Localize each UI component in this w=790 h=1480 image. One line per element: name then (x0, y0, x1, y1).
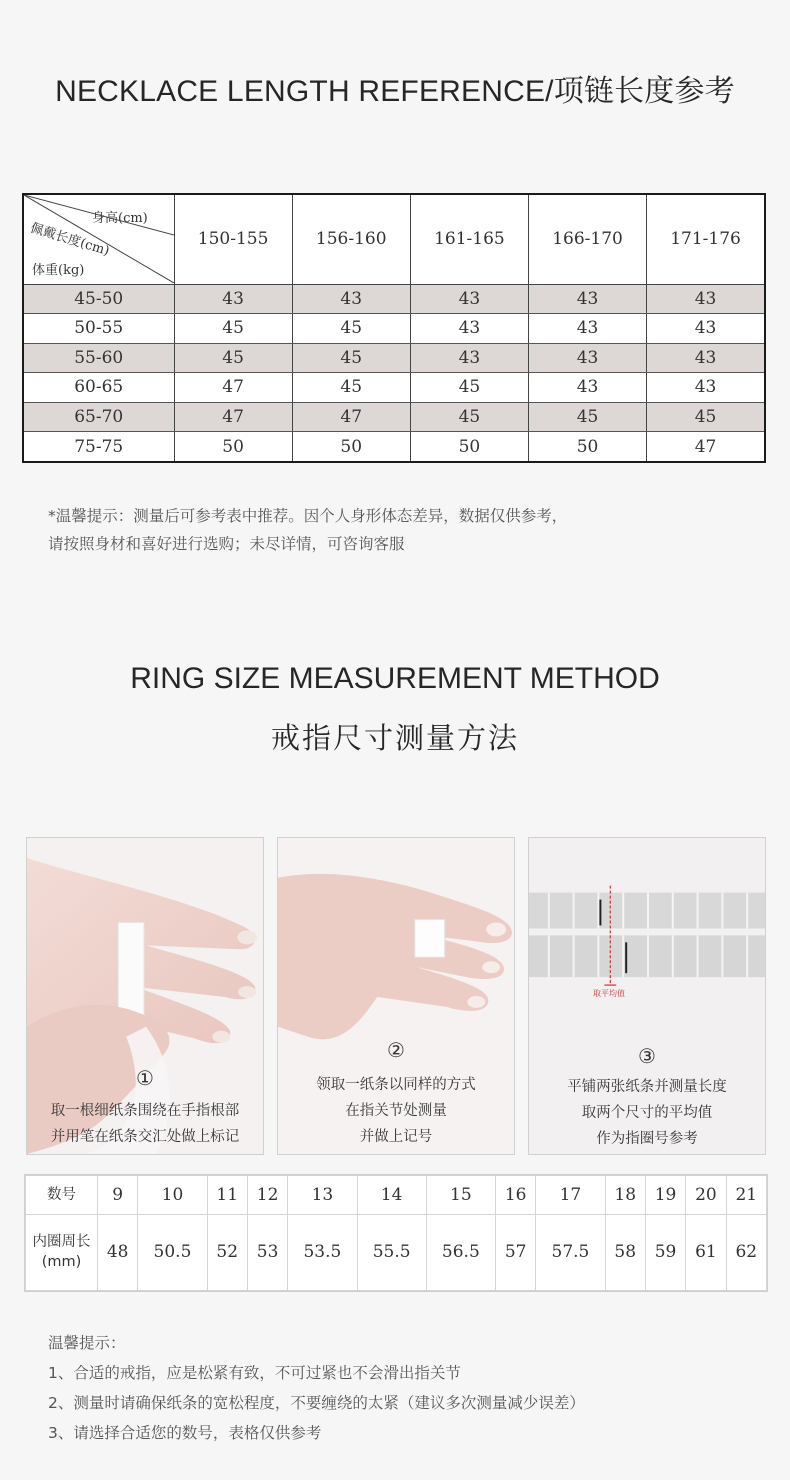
circumference-cell: 55.5 (357, 1214, 426, 1290)
size-label-cell: 数号 (26, 1176, 98, 1215)
step-number: ① (136, 1066, 154, 1090)
size-cell: 13 (288, 1176, 357, 1215)
size-cell: 18 (605, 1176, 645, 1215)
circumference-label-cell (26, 1214, 98, 1290)
weight-cell: 65-70 (24, 402, 174, 431)
size-cell: 20 (686, 1176, 726, 1215)
necklace-note (48, 502, 768, 558)
length-cell: 45 (292, 373, 410, 402)
length-cell: 43 (528, 343, 646, 372)
length-cell: 43 (292, 284, 410, 313)
size-cell: 15 (426, 1176, 495, 1215)
necklace-title: NECKLACE LENGTH REFERENCE/项链长度参考 (55, 75, 735, 108)
size-row (26, 1176, 767, 1215)
step-line: 作为指圈号参考 (596, 1131, 698, 1147)
length-cell: 43 (528, 373, 646, 402)
table-row (24, 284, 764, 313)
length-cell: 45 (174, 343, 292, 372)
step-line: 并做上记号 (359, 1129, 433, 1145)
height-column-header: 156-160 (292, 195, 410, 284)
step-line: 在指关节处测量 (345, 1103, 447, 1119)
length-cell: 43 (647, 314, 764, 343)
height-column-header: 166-170 (528, 195, 646, 284)
weight-cell: 55-60 (24, 343, 174, 372)
weight-label: 体重(kg) (32, 263, 85, 278)
table-row (24, 373, 764, 402)
circumference-cell: 53.5 (288, 1214, 357, 1290)
length-cell: 50 (410, 432, 528, 461)
ring-tips (48, 1328, 778, 1448)
size-cell: 16 (495, 1176, 535, 1215)
ring-step-panel-3 (528, 837, 766, 1155)
length-cell: 43 (647, 284, 764, 313)
length-cell: 45 (410, 402, 528, 431)
size-cell: 12 (247, 1176, 287, 1215)
circumference-unit: (mm) (41, 1254, 82, 1271)
length-cell: 50 (528, 432, 646, 461)
step-description (27, 1098, 263, 1150)
length-cell: 45 (528, 402, 646, 431)
height-column-header: 171-176 (647, 195, 764, 284)
size-cell: 14 (357, 1176, 426, 1215)
height-column-header: 150-155 (174, 195, 292, 284)
size-cell: 10 (138, 1176, 207, 1215)
step-description (278, 1072, 514, 1150)
step-line: 领取一纸条以同样的方式 (316, 1077, 476, 1093)
table-row (24, 432, 764, 461)
length-cell: 45 (174, 314, 292, 343)
height-column-header: 161-165 (410, 195, 528, 284)
height-label: 身高(cm) (92, 211, 148, 226)
length-label: 佩戴长度(cm) (28, 220, 112, 260)
circumference-label: 内圈周长 (32, 1234, 91, 1251)
circumference-cell: 56.5 (426, 1214, 495, 1290)
length-cell: 45 (410, 373, 528, 402)
length-cell: 43 (647, 343, 764, 372)
circumference-cell: 61 (686, 1214, 726, 1290)
ring-size-table (24, 1174, 768, 1292)
ring-title-chinese: 戒指尺寸测量方法 (270, 721, 519, 755)
step-line: 并用笔在纸条交汇处做上标记 (50, 1129, 240, 1145)
length-cell: 50 (174, 432, 292, 461)
table-row (24, 402, 764, 431)
size-cell: 9 (98, 1176, 138, 1215)
circumference-cell: 50.5 (138, 1214, 207, 1290)
tip-item: 1、合适的戒指，应是松紧有致，不可过紧也不会滑出指关节 (48, 1364, 461, 1382)
table-corner-cell (24, 195, 174, 284)
step-line: 平铺两张纸条并测量长度 (567, 1079, 727, 1095)
length-cell: 43 (410, 314, 528, 343)
length-cell: 43 (528, 314, 646, 343)
circumference-cell: 53 (247, 1214, 287, 1290)
circumference-cell: 62 (726, 1214, 766, 1290)
length-cell: 43 (410, 343, 528, 372)
size-cell: 11 (207, 1176, 247, 1215)
length-cell: 50 (292, 432, 410, 461)
necklace-table-header (24, 195, 764, 284)
average-value-annotation: 取平均值 (593, 989, 625, 998)
step-number: ③ (638, 1044, 656, 1068)
tip-item: 2、测量时请确保纸条的宽松程度，不要缠绕的太紧（建议多次测量减少误差） (48, 1394, 585, 1412)
circumference-cell: 57.5 (536, 1214, 605, 1290)
length-cell: 43 (528, 284, 646, 313)
tip-item: 3、请选择合适您的数号，表格仅供参考 (48, 1424, 322, 1442)
necklace-length-table (22, 193, 766, 463)
length-cell: 47 (174, 402, 292, 431)
weight-cell: 50-55 (24, 314, 174, 343)
length-cell: 45 (292, 314, 410, 343)
step-line: 取一根细纸条围绕在手指根部 (50, 1103, 240, 1119)
length-cell: 47 (694, 436, 717, 457)
circumference-cell: 59 (645, 1214, 685, 1290)
ring-step-panel-1 (26, 837, 264, 1155)
length-cell: 47 (174, 373, 292, 402)
weight-cell: 75-75 (24, 432, 174, 461)
necklace-note-line: 请按照身材和喜好进行选购；未尽详情，可咨询客服 (48, 535, 405, 553)
circumference-cell: 48 (98, 1214, 138, 1290)
length-cell: 43 (410, 284, 528, 313)
length-cell: 43 (174, 284, 292, 313)
step-line: 取两个尺寸的平均值 (581, 1105, 713, 1121)
size-cell: 17 (536, 1176, 605, 1215)
ring-title-english: RING SIZE MEASUREMENT METHOD (130, 662, 660, 695)
tips-title: 温馨提示： (48, 1334, 126, 1352)
size-cell: 21 (726, 1176, 766, 1215)
length-cell: 45 (292, 343, 410, 372)
length-cell: 45 (647, 402, 764, 431)
weight-cell: 60-65 (24, 373, 174, 402)
table-row (24, 343, 764, 372)
circumference-row (26, 1214, 767, 1290)
circumference-cell: 58 (605, 1214, 645, 1290)
ring-step-panel-2 (277, 837, 515, 1155)
step-description (529, 1074, 765, 1152)
length-cell: 43 (647, 373, 764, 402)
necklace-note-line: *温馨提示：测量后可参考表中推荐。因个人身形体态差异，数据仅供参考， (48, 507, 568, 525)
length-cell: 47 (292, 402, 410, 431)
circumference-cell: 57 (495, 1214, 535, 1290)
circumference-cell: 52 (207, 1214, 247, 1290)
size-cell: 19 (645, 1176, 685, 1215)
table-row (24, 314, 764, 343)
step-number: ② (387, 1038, 405, 1062)
weight-cell: 45-50 (24, 284, 174, 313)
